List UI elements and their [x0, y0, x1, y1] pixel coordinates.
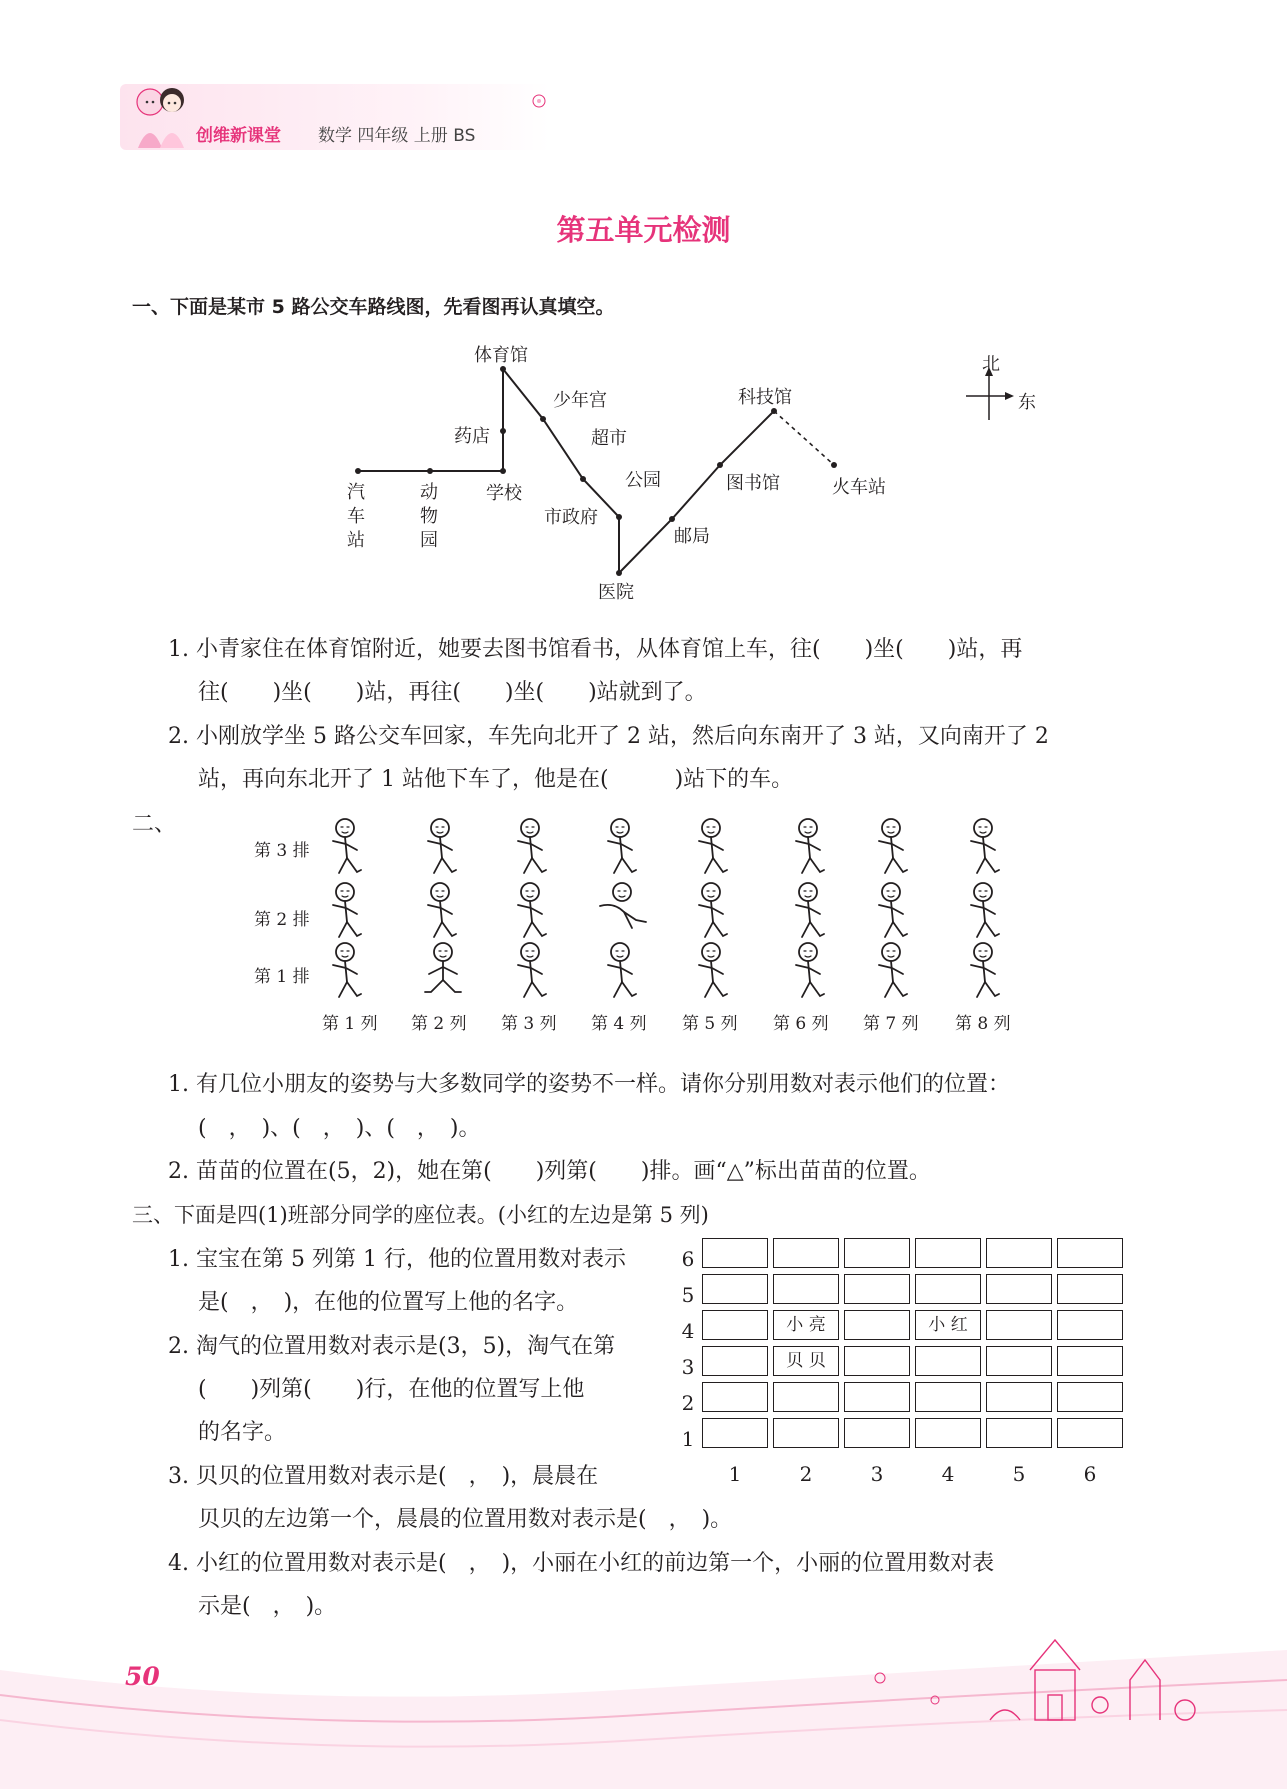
s3-q4-line2: 示是( ， )。	[198, 1594, 337, 1619]
s2-q1-line1: 1. 有几位小朋友的姿势与大多数同学的姿势不一样。请你分别用数对表示他们的位置：	[168, 1072, 1010, 1097]
s3-q1-line2: 是( ， )，在他的位置写上他的名字。	[198, 1290, 579, 1315]
seat-cell[interactable]	[844, 1274, 910, 1304]
grid-col-num: 1	[728, 1462, 742, 1486]
col-label-4: 第 4 列	[591, 1014, 647, 1034]
seat-cell[interactable]	[1057, 1274, 1123, 1304]
row-label-3: 第 3 排	[254, 841, 310, 861]
col-label-7: 第 7 列	[863, 1014, 919, 1034]
kid-c2-r3	[428, 819, 456, 873]
compass-east-label: 东	[1018, 392, 1036, 413]
col-label-5: 第 5 列	[682, 1014, 738, 1034]
s3-q3-line1: 3. 贝贝的位置用数对表示是( ， )，晨晨在	[168, 1464, 599, 1489]
grid-col-num: 2	[799, 1462, 813, 1486]
kid-c3-r3	[518, 819, 546, 873]
section2-heading: 二、	[132, 812, 177, 837]
s2-q2: 2. 苗苗的位置在(5，2)，她在第( )列第( )排。画“△”标出苗苗的位置。	[168, 1159, 931, 1184]
seat-cell[interactable]	[986, 1346, 1052, 1376]
map-label-pharmacy: 药店	[454, 426, 490, 447]
kid-c2-r2	[428, 883, 456, 937]
seat-cell[interactable]	[702, 1274, 768, 1304]
seat-cell[interactable]	[915, 1274, 981, 1304]
map-label-train-station: 火车站	[832, 477, 886, 498]
section1-heading: 一、下面是某市 5 路公交车路线图，先看图再认真填空。	[132, 296, 615, 318]
seat-cell[interactable]	[1057, 1418, 1123, 1448]
kid-c8-r1	[971, 943, 999, 997]
grid-col-num: 5	[1012, 1462, 1026, 1486]
map-label-school: 学校	[486, 483, 522, 504]
s3-q1-line1: 1. 宝宝在第 5 列第 1 行，他的位置用数对表示	[168, 1247, 626, 1272]
seat-cell[interactable]	[915, 1418, 981, 1448]
kid-c1-r3	[333, 819, 361, 873]
seat-cell[interactable]	[1057, 1346, 1123, 1376]
kid-c6-r3	[796, 819, 824, 873]
map-label-gym: 体育馆	[474, 345, 528, 366]
seat-cell[interactable]	[844, 1238, 910, 1268]
kid-c4-r3	[608, 819, 636, 873]
s3-q2-line1: 2. 淘气的位置用数对表示是(3，5)，淘气在第	[168, 1334, 616, 1359]
s2-q1-line2: ( ， )、( ， )、( ， )。	[198, 1116, 481, 1141]
map-label-supermarket: 超市	[591, 428, 627, 449]
seat-cell[interactable]	[702, 1382, 768, 1412]
grid-row-num: 5	[681, 1283, 695, 1307]
grid-row-num: 6	[681, 1247, 695, 1271]
seat-cell[interactable]	[773, 1274, 839, 1304]
grid-col-num: 6	[1083, 1462, 1097, 1486]
grid-row-num: 1	[681, 1427, 695, 1451]
seat-cell[interactable]	[702, 1310, 768, 1340]
kid-c5-r1	[699, 943, 727, 997]
seat-xiaohong[interactable]: 小 红	[915, 1310, 981, 1340]
row-label-2: 第 2 排	[254, 910, 310, 930]
kid-c6-r2	[796, 883, 824, 937]
seat-cell[interactable]	[1057, 1238, 1123, 1268]
bus-route-map	[0, 0, 1287, 620]
grid-row-num: 2	[681, 1391, 695, 1415]
kid-c7-r2	[879, 883, 907, 937]
kid-c5-r3	[699, 819, 727, 873]
col-label-8: 第 8 列	[955, 1014, 1011, 1034]
brand-name: 创维新课堂	[196, 126, 281, 146]
seat-cell[interactable]	[1057, 1310, 1123, 1340]
map-label-zoo: 动 物 园	[420, 482, 438, 551]
col-label-3: 第 3 列	[501, 1014, 557, 1034]
map-label-library: 图书馆	[726, 473, 780, 494]
grid-col-num: 3	[870, 1462, 884, 1486]
compass-north-label: 北	[982, 354, 1000, 375]
seat-cell[interactable]	[844, 1346, 910, 1376]
kid-c1-r2	[333, 883, 361, 937]
seat-cell[interactable]	[986, 1310, 1052, 1340]
map-label-hospital: 医院	[598, 582, 634, 603]
row-label-1: 第 1 排	[254, 967, 310, 987]
page-number: 50	[125, 1662, 160, 1691]
book-subtitle: 数学 四年级 上册 BS	[318, 126, 476, 146]
seat-cell[interactable]	[773, 1418, 839, 1448]
kid-c5-r2	[699, 883, 727, 937]
grid-col-num: 4	[941, 1462, 955, 1486]
section3-heading: 三、下面是四(1)班部分同学的座位表。(小红的左边是第 5 列)	[132, 1203, 709, 1227]
kid-c2-r1-different	[425, 943, 461, 992]
s1-q1-line2: 往( )坐( )站，再往( )坐( )站就到了。	[198, 680, 707, 705]
seating-grid	[680, 1238, 1140, 1488]
seat-cell[interactable]	[844, 1310, 910, 1340]
grid-row-num: 3	[681, 1355, 695, 1379]
kid-c7-r1	[879, 943, 907, 997]
s3-q2-line2: ( )列第( )行，在他的位置写上他	[198, 1377, 585, 1402]
map-label-bus-station: 汽 车 站	[347, 482, 365, 551]
seat-beibei[interactable]: 贝 贝	[773, 1346, 839, 1376]
kid-c3-r1	[518, 943, 546, 997]
seat-cell[interactable]	[986, 1274, 1052, 1304]
s1-q2-line1: 2. 小刚放学坐 5 路公交车回家，车先向北开了 2 站，然后向东南开了 3 站，又向南开了 2	[168, 724, 1049, 749]
seat-cell[interactable]	[844, 1382, 910, 1412]
s1-q1-line1: 1. 小青家住在体育馆附近，她要去图书馆看书，从体育馆上车，往( )坐( )站，再	[168, 637, 1023, 662]
seat-cell[interactable]	[773, 1382, 839, 1412]
kid-c7-r3	[879, 819, 907, 873]
seat-cell[interactable]	[915, 1346, 981, 1376]
seat-cell[interactable]	[844, 1418, 910, 1448]
seat-cell[interactable]	[915, 1238, 981, 1268]
seat-xiaoliang[interactable]: 小 亮	[773, 1310, 839, 1340]
s3-q3-line2: 贝贝的左边第一个，晨晨的位置用数对表示是( ， )。	[198, 1507, 733, 1532]
map-label-science-museum: 科技馆	[738, 387, 792, 408]
students-grid-figure	[0, 800, 1287, 1010]
footer-wave-decoration	[0, 1600, 1287, 1789]
grid-row-num: 4	[681, 1319, 695, 1343]
s1-q2-line2: 站，再向东北开了 1 站他下车了，他是在( )站下的车。	[198, 767, 794, 792]
seat-cell[interactable]	[986, 1418, 1052, 1448]
seat-cell[interactable]	[1057, 1382, 1123, 1412]
s3-q2-line3: 的名字。	[198, 1420, 287, 1445]
page-title: 第五单元检测	[556, 213, 731, 247]
col-label-6: 第 6 列	[773, 1014, 829, 1034]
seat-cell[interactable]	[986, 1382, 1052, 1412]
col-label-2: 第 2 列	[411, 1014, 467, 1034]
kid-c1-r1	[333, 943, 361, 997]
kid-c4-r1	[608, 943, 636, 997]
s3-q4-line1: 4. 小红的位置用数对表示是( ， )，小丽在小红的前边第一个，小丽的位置用数对表	[168, 1551, 995, 1576]
seat-cell[interactable]	[986, 1238, 1052, 1268]
kid-c8-r3	[971, 819, 999, 873]
kid-c6-r1	[796, 943, 824, 997]
seat-cell[interactable]	[773, 1238, 839, 1268]
kid-c3-r2	[518, 883, 546, 937]
map-label-city-hall: 市政府	[544, 507, 598, 528]
col-label-1: 第 1 列	[322, 1014, 378, 1034]
kid-c4-r2-different	[600, 883, 646, 928]
seat-cell[interactable]	[702, 1346, 768, 1376]
map-label-park: 公园	[625, 470, 661, 491]
seat-cell[interactable]	[702, 1238, 768, 1268]
map-label-youth-palace: 少年宫	[553, 390, 607, 411]
map-label-post-office: 邮局	[674, 526, 710, 547]
seat-cell[interactable]	[915, 1382, 981, 1412]
seat-cell[interactable]	[702, 1418, 768, 1448]
kid-c8-r2	[971, 883, 999, 937]
